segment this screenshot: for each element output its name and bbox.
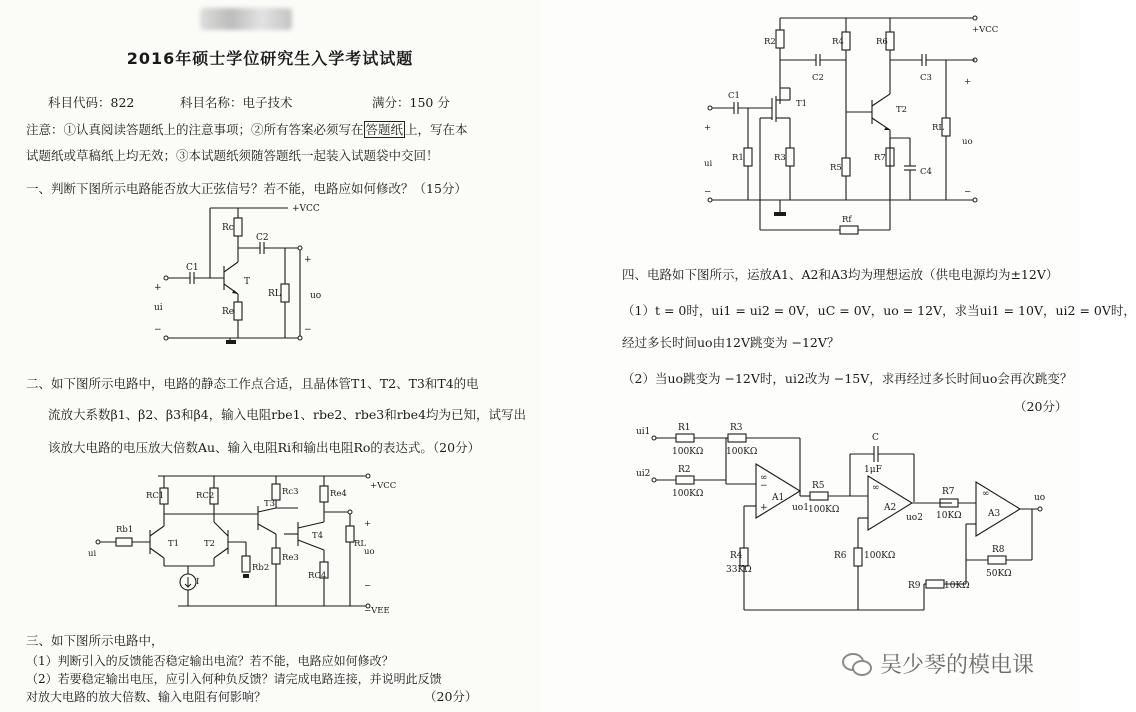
q3-c3-label: C3 xyxy=(920,73,932,83)
q4-circuit xyxy=(636,424,1056,620)
q3-r7-label: R7 xyxy=(874,153,886,163)
q2-vcc-label: +VCC xyxy=(370,481,397,491)
q3-rf-label: Rf xyxy=(842,215,852,225)
full-score: 满分：150 分 xyxy=(372,95,450,110)
q4-a1-plus: + xyxy=(760,503,768,513)
q4-a2-inf: ∞ xyxy=(872,483,880,493)
q3-r3-label: R3 xyxy=(774,153,786,163)
q2-line-3: 该放大电路的电压放大倍数Au、输入电阻Ri和输出电阻Ro的表达式。（20分） xyxy=(48,440,481,455)
q4-r4-label: R4 xyxy=(730,551,743,561)
q3-t2-label: T2 xyxy=(896,105,908,115)
q4-uo1-label: uo1 xyxy=(792,503,809,513)
q3-plus-in: + xyxy=(704,123,712,133)
q4-r2-label: R2 xyxy=(678,465,691,475)
q2-re3-label: Re3 xyxy=(282,553,299,563)
q1-minus-out: − xyxy=(304,325,312,335)
q1-circuit xyxy=(150,198,350,346)
q4-line-2: （1）t = 0时，ui1 = ui2 = 0V，uC = 0V，uo = 12V，求当ui1 = 10V，ui2 = 0V时， xyxy=(622,303,1136,318)
q3-r4-label: R4 xyxy=(832,37,844,47)
q1-t-label: T xyxy=(244,277,251,287)
q4-r1-value: 100KΩ xyxy=(672,447,704,457)
q4-a3-label: A3 xyxy=(988,509,1001,519)
q3-c4-label: C4 xyxy=(920,167,932,177)
q4-uo-label: uo xyxy=(1034,493,1046,503)
q2-rl-label: RL xyxy=(354,539,367,549)
q2-line-2: 流放大系数β1、β2、β3和β4，输入电阻rbe1、rbe2、rbe3和rbe4均为已知，试写出 xyxy=(48,407,527,422)
q2-rb2-label: Rb2 xyxy=(252,563,270,573)
q4-uo2-label: uo2 xyxy=(906,513,923,523)
q2-rc4-label: RC4 xyxy=(308,571,327,581)
q1-vcc-label: +VCC xyxy=(292,204,320,214)
q4-a1-label: A1 xyxy=(772,493,785,503)
q4-ui2-label: ui2 xyxy=(636,469,651,479)
q4-r6-label: R6 xyxy=(834,551,847,561)
q2-ui-label: ui xyxy=(88,549,97,559)
q2-plus-label: + xyxy=(364,519,372,529)
q3-line-4: 对放大电路的放大倍数、输入电阻有何影响？ xyxy=(26,690,267,704)
q4-r9-value: 10KΩ xyxy=(944,581,970,591)
answer-sheet-box: 答题纸 xyxy=(365,122,404,137)
q2-minus-label: − xyxy=(364,581,372,591)
q1-c2-label: C2 xyxy=(256,233,269,243)
q1-ui-label: ui xyxy=(154,303,163,313)
q4-r8-label: R8 xyxy=(992,545,1005,555)
q1-plus-out: + xyxy=(304,255,312,265)
q2-rc1-label: RC1 xyxy=(146,491,165,501)
q4-a1-minus: − xyxy=(760,481,768,491)
notice-line-1: 注意：①认真阅读答题纸上的注意事项；②所有答案必须写在 答题纸 上，写在本 xyxy=(26,122,468,137)
left-page xyxy=(0,0,540,712)
q2-circuit xyxy=(88,466,398,614)
q4-r7-label: R7 xyxy=(942,487,955,497)
watermark xyxy=(842,648,1034,679)
q2-i-label: I xyxy=(196,577,200,587)
q4-r5-label: R5 xyxy=(812,481,825,491)
q3-r6-label: R6 xyxy=(876,37,888,47)
q4-a3-inf: ∞ xyxy=(982,489,990,499)
q4-r5-value: 100KΩ xyxy=(808,505,840,515)
q4-c-label: C xyxy=(872,433,879,443)
q4-c-value: 1μF xyxy=(864,465,882,475)
q3-circuit xyxy=(700,8,999,240)
q2-line-1: 二、如下图所示电路中，电路的静态工作点合适，且晶体管T1、T2、T3和T4的电 xyxy=(26,376,479,391)
subject-name: 科目名称：电子技术 xyxy=(180,95,293,110)
q3-c2-label: C2 xyxy=(812,73,824,83)
q1-c1-label: C1 xyxy=(186,263,199,273)
q4-r4-value: 33KΩ xyxy=(726,565,752,575)
q1-minus-in: − xyxy=(154,325,162,335)
subject-code: 科目代码：822 xyxy=(48,95,135,110)
notice-line-2: 试题纸或草稿纸上均无效；③本试题纸须随答题纸一起装入试题袋中交回！ xyxy=(26,148,439,163)
q4-line-3: 经过多长时间uo由12V跳变为 −12V？ xyxy=(622,335,840,350)
q4-r7-value: 10KΩ xyxy=(936,511,962,521)
exam-title: 2016年硕士学位研究生入学考试试题 xyxy=(126,49,414,68)
q3-plus-out: + xyxy=(964,77,972,87)
right-page xyxy=(540,0,1136,712)
q3-ui-label: ui xyxy=(704,159,713,169)
wechat-icon xyxy=(842,651,872,677)
q3-vcc-label: +VCC xyxy=(972,25,999,35)
q2-rc2-label: RC2 xyxy=(196,491,215,501)
q4-r3-value: 100KΩ xyxy=(726,447,758,457)
q3-minus-out: − xyxy=(964,187,972,197)
q4-line-1: 四、电路如下图所示，运放A1、A2和A3均为理想运放（供电电源均为±12V） xyxy=(622,267,1059,282)
q4-a2-label: A2 xyxy=(884,503,897,513)
q2-uo-label: uo xyxy=(364,547,375,557)
q3-r1-label: R1 xyxy=(732,153,744,163)
q3-uo-label: uo xyxy=(962,137,973,147)
q4-ui1-label: ui1 xyxy=(636,427,651,437)
q2-t2-label: T2 xyxy=(204,539,216,549)
q4-a1-inf: ∞ xyxy=(760,473,768,483)
q1-re-label: Re xyxy=(222,307,235,317)
q2-rb1-label: Rb1 xyxy=(116,525,134,535)
q4-r3-label: R3 xyxy=(730,423,743,433)
q3-rl-label: RL xyxy=(932,123,945,133)
q4-r2-value: 100KΩ xyxy=(672,489,704,499)
q3-minus-in: − xyxy=(704,187,712,197)
q4-r6-value: 100KΩ xyxy=(864,551,896,561)
q1-plus-in: + xyxy=(154,283,162,293)
q3-line-2: （1）判断引入的反馈能否稳定输出电流？若不能，电路应如何修改？ xyxy=(26,654,394,668)
q2-vee-label: −VEE xyxy=(364,606,390,616)
q3-c1-label: C1 xyxy=(728,91,740,101)
q2-t4-label: T4 xyxy=(312,531,324,541)
q3-line-1: 三、如下图所示电路中， xyxy=(26,633,164,648)
q4-r1-label: R1 xyxy=(678,423,691,433)
q1-text: 一、判断下图所示电路能否放大正弦信号？若不能，电路应如何修改？（15分） xyxy=(26,181,467,196)
q2-re4-label: Re4 xyxy=(330,489,347,499)
q3-r5-label: R5 xyxy=(830,163,842,173)
q4-line-4: （2）当uo跳变为 −12V时，ui2改为 −15V，求再经过多长时间uo会再次跳变？ xyxy=(622,371,1073,386)
q3-t1-label: T1 xyxy=(796,99,808,109)
q2-t1-label: T1 xyxy=(168,539,180,549)
q3-score: （20分） xyxy=(424,689,478,704)
watermark-text: 吴少琴的模电课 xyxy=(880,653,1035,678)
q2-t3-label: T3 xyxy=(264,499,276,509)
q2-rc3-label: Rc3 xyxy=(282,487,299,497)
q3-line-3: （2）若要稳定输出电压，应引入何种负反馈？请完成电路连接，并说明此反馈 xyxy=(26,672,442,686)
q1-rc-label: Rc xyxy=(222,223,234,233)
q4-r8-value: 50KΩ xyxy=(986,569,1012,579)
q1-uo-label: uo xyxy=(310,291,322,301)
redacted-mark xyxy=(200,8,292,30)
q3-r2-label: R2 xyxy=(764,37,776,47)
q4-r9-label: R9 xyxy=(908,581,921,591)
q4-score: （20分） xyxy=(1014,399,1068,414)
q1-rl-label: RL xyxy=(268,289,281,299)
